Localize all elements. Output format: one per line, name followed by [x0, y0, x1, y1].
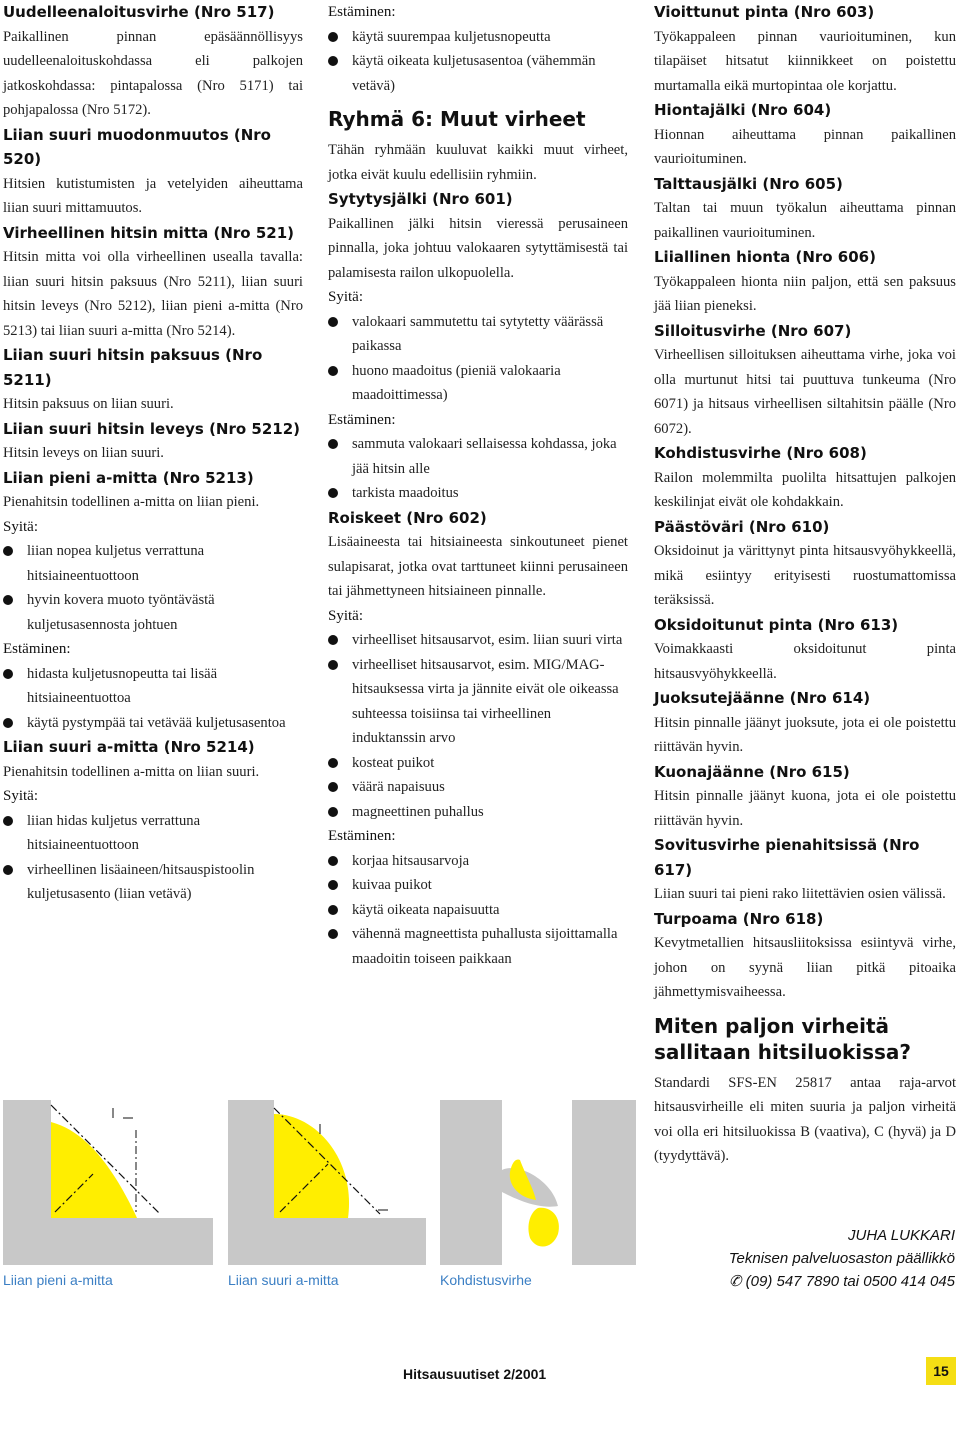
bullet-icon [3, 546, 13, 556]
bullet-icon [3, 595, 13, 605]
author-title: Teknisen palveluosaston päällikkö [728, 1250, 955, 1267]
list-label: Syitä: [328, 289, 364, 305]
bullet-item [328, 922, 628, 971]
section-heading: Talttausjälki (Nro 605) [654, 174, 843, 193]
bullet-list [328, 432, 628, 506]
paragraph: Standardi SFS-EN 25817 antaa raja-arvot hitsausvirheille eli miten suuria ja paljon virheitä voi olla eri hitsiluokissa B (vaativa), C (hyvä) ja D (tyydyttävä). [654, 1074, 956, 1164]
paragraph: Hitsin leveys on liian suuri. [3, 445, 164, 461]
paragraph: Hitsin paksuus on liian suuri. [3, 396, 174, 412]
bullet-item [328, 432, 628, 481]
column-left [3, 0, 303, 907]
column-middle [328, 0, 628, 971]
section-heading: Liian suuri muodonmuutos (Nro 520) [3, 125, 271, 168]
bullet-item [3, 662, 303, 711]
bullet-icon [328, 488, 338, 498]
bullet-icon [328, 439, 338, 449]
section-heading: Liian suuri a-mitta (Nro 5214) [3, 738, 255, 756]
bullet-item [328, 775, 628, 800]
bullet-text: tarkista maadoitus [352, 485, 459, 501]
bullet-item [328, 481, 628, 506]
author-block [729, 1224, 955, 1293]
list-label: Syitä: [328, 607, 364, 624]
paragraph: Railon molemmilta puolilta hitsattujen palkojen keskilinjat eivät ole kohdakkain. [654, 469, 956, 510]
bullet-text: vähennä magneettista puhallusta sijoittamalla maadoitin toiseen paikkaan [352, 926, 618, 967]
bullet-icon [328, 905, 338, 915]
list-label: Syitä: [3, 518, 39, 535]
bullet-item [3, 809, 303, 858]
bullet-text: käytä oikeata napaisuutta [352, 901, 500, 918]
bullet-icon [328, 782, 338, 792]
bullet-item [3, 858, 303, 907]
bullet-item [328, 25, 628, 50]
figure-misalignment [440, 1100, 636, 1265]
phone-icon: ✆ [728, 1273, 746, 1290]
bullet-text: väärä napaisuus [352, 779, 445, 795]
bullet-item [328, 49, 628, 98]
section-heading: Liiallinen hionta (Nro 606) [654, 248, 876, 266]
bullet-text: magneettinen puhallus [352, 803, 484, 820]
caption-small-a: Liian pieni a-mitta [3, 1272, 113, 1288]
section-heading: Liian suuri hitsin paksuus (Nro 5211) [3, 346, 263, 389]
bullet-item [328, 628, 628, 653]
paragraph: Tähän ryhmään kuuluvat kaikki muut virheet, jotka eivät kuulu edellisiin ryhmiin. [328, 142, 628, 183]
bullet-text: liian nopea kuljetus verrattuna hitsiaineentuottoon [27, 543, 205, 584]
bullet-icon [3, 865, 13, 875]
bullet-item [328, 359, 628, 408]
section-heading: Liian pieni a-mitta (Nro 5213) [3, 468, 254, 487]
bullet-icon [328, 807, 338, 817]
paragraph: Hitsin mitta voi olla virheellinen usealla tavalla: liian suuri hitsin paksuus (Nro 5211), liian suuri hitsin leveys (Nro 5212), liian pieni a-mitta (Nro 5213) tai liian suuri a-mitta (Nro 5214). [3, 249, 303, 339]
author-phone: (09) 547 7890 tai 0500 414 045 [745, 1273, 955, 1290]
section-heading: Oksidoitunut pinta (Nro 613) [654, 615, 899, 634]
bullet-list [328, 849, 628, 972]
bullet-item [328, 751, 628, 776]
paragraph: Hitsien kutistumisten ja vetelyiden aiheuttama liian suuri mittamuutos. [3, 175, 303, 216]
bullet-list [328, 25, 628, 99]
paragraph: Pienahitsin todellinen a-mitta on liian suuri. [3, 763, 260, 780]
paragraph: Hitsin pinnalle jäänyt kuona, jota ei ole poistettu riittävän hyvin. [654, 788, 956, 829]
bullet-item [328, 873, 628, 898]
section-heading: Juoksutejäänne (Nro 614) [654, 689, 871, 707]
bullet-icon [3, 669, 13, 679]
bullet-text: käytä oikeata kuljetusasentoa (vähemmän vetävä) [352, 53, 596, 94]
paragraph: Pienahitsin todellinen a-mitta on liian pieni. [3, 494, 260, 510]
bullet-item [3, 539, 303, 588]
bullet-icon [328, 32, 338, 42]
bullet-icon [3, 816, 13, 826]
list-label: Estäminen: [328, 4, 396, 20]
bullet-icon [328, 856, 338, 866]
bullet-text: virheelliset hitsausarvot, esim. liian suuri virta [352, 632, 623, 648]
bullet-item [328, 653, 628, 751]
bullet-icon [328, 758, 338, 768]
bullet-icon [328, 660, 338, 670]
bullet-item [328, 849, 628, 874]
bullet-text: hyvin kovera muoto työntävästä kuljetusasennosta johtuen [27, 592, 215, 633]
bullet-text: kosteat puikot [352, 754, 435, 771]
bullet-list [3, 539, 303, 637]
bullet-icon [328, 317, 338, 327]
paragraph: Virheellisen silloituksen aiheuttama virhe, joka voi olla murtunut hitsi tai puuttuva tunkeuma (Nro 6071) ja hitsaus virheellisen siltahitsin päälle (Nro 6072). [654, 347, 956, 437]
list-label: Estäminen: [3, 641, 71, 657]
bullet-item [328, 898, 628, 923]
bullet-text: korjaa hitsausarvoja [352, 852, 470, 869]
section-heading: Liian suuri hitsin leveys (Nro 5212) [3, 419, 301, 438]
bullet-text: virheellinen lisäaineen/hitsauspistoolin kuljetusasento (liian vetävä) [27, 861, 255, 902]
list-label: Syitä: [3, 788, 39, 804]
bullet-text: kuivaa puikot [352, 877, 432, 893]
figure-large-a-dimension [228, 1100, 426, 1265]
bullet-text: liian hidas kuljetus verrattuna hitsiaineentuottoon [27, 812, 201, 853]
paragraph: Työkappaleen hionta niin paljon, että sen paksuus jää liian pieneksi. [654, 273, 956, 314]
figure-small-a-dimension [3, 1100, 213, 1265]
paragraph: Hitsin pinnalle jäänyt juoksute, jota ei ole poistettu riittävän hyvin. [654, 714, 956, 755]
bullet-text: virheelliset hitsausarvot, esim. MIG/MAG-hitsauksessa virta ja jännite eivät ole oikeassa suhteessa toisiinsa tai virheellinen induktanssin arvo [352, 656, 619, 746]
author-name: JUHA LUKKARI [848, 1227, 955, 1244]
section-heading: Hiontajälki (Nro 604) [654, 101, 832, 119]
section-heading: Silloitusvirhe (Nro 607) [654, 321, 852, 340]
bullet-item [328, 800, 628, 825]
paragraph: Työkappaleen pinnan vaurioituminen, kun tilapäiset hitsatut kiinnikkeet on poistettu murtamalla eikä murtopintaa ole korjattu. [654, 28, 956, 94]
bullet-text: valokaari sammutettu tai sytytetty väärässä paikassa [352, 313, 604, 354]
bullet-icon [328, 929, 338, 939]
section-heading: Kohdistusvirhe (Nro 608) [654, 444, 867, 462]
major-heading: Miten paljon virheitä sallitaan hitsiluokissa? [654, 1013, 912, 1064]
major-heading: Ryhmä 6: Muut virheet [328, 107, 586, 131]
section-heading: Turpoama (Nro 618) [654, 909, 824, 928]
bullet-icon [3, 718, 13, 728]
section-heading: Päästöväri (Nro 610) [654, 517, 830, 536]
bullet-icon [328, 56, 338, 66]
bullet-item [3, 711, 303, 736]
bullet-icon [328, 635, 338, 645]
footer-publication: Hitsausuutiset 2/2001 [403, 1366, 547, 1382]
list-label: Estäminen: [328, 828, 396, 844]
bullet-list [3, 809, 303, 907]
paragraph: Kevytmetallien hitsausliitoksissa esiintyvä virhe, johon on syynä liian pitkä pitoaika jähmettymisvaiheessa. [654, 935, 956, 1000]
page-number: 15 [926, 1357, 956, 1385]
paragraph: Taltan tai muun työkalun aiheuttama pinnan paikallinen vaurioituminen. [654, 200, 956, 241]
paragraph: Voimakkaasti oksidoitunut pinta hitsausvyöhykkeellä. [654, 641, 956, 682]
bullet-list [328, 628, 628, 824]
paragraph: Paikallinen pinnan epäsäännöllisyys uudelleenaloituskohdassa eli palkojen jatkoskohdassa: pintapalossa (Nro 5171) tai pohjapalossa (Nro 5172). [3, 28, 303, 118]
section-heading: Uudelleenaloitusvirhe (Nro 517) [3, 3, 275, 21]
paragraph: Lisäaineesta tai hitsiaineesta sinkoutuneet pienet sulapisarat, jotka ovat tarttuneet kiinni perusaineen tai jähmettyneen hitsiaineen pinnalle. [328, 534, 628, 599]
bullet-icon [328, 366, 338, 376]
bullet-list [3, 662, 303, 736]
bullet-text: sammuta valokaari sellaisessa kohdassa, joka jää hitsin alle [352, 436, 617, 477]
column-right [654, 0, 956, 1169]
bullet-item [328, 310, 628, 359]
caption-misalignment: Kohdistusvirhe [440, 1272, 532, 1288]
bullet-text: hidasta kuljetusnopeutta tai lisää hitsiaineentuottoa [27, 665, 218, 706]
bullet-list [328, 310, 628, 408]
section-heading: Vioittunut pinta (Nro 603) [654, 3, 875, 21]
section-heading: Virheellinen hitsin mitta (Nro 521) [3, 223, 295, 242]
bullet-item [3, 588, 303, 637]
paragraph: Liian suuri tai pieni rako liitettävien osien välissä. [654, 886, 946, 902]
section-heading: Sytytysjälki (Nro 601) [328, 190, 513, 208]
paragraph: Hionnan aiheuttama pinnan paikallinen vaurioituminen. [654, 126, 956, 167]
bullet-text: käytä pystympää tai vetävää kuljetusasentoa [27, 714, 286, 731]
paragraph: Paikallinen jälki hitsin vieressä perusaineen pinnalla, joka johtuu valokaaren sytyttämisestä tai palamisesta railon ulkopuolella. [328, 215, 628, 281]
caption-large-a: Liian suuri a-mitta [228, 1272, 339, 1288]
bullet-icon [328, 880, 338, 890]
section-heading: Sovitusvirhe pienahitsissä (Nro 617) [654, 836, 920, 879]
author-phone-row [729, 1270, 955, 1293]
bullet-text: käytä suurempaa kuljetusnopeutta [352, 28, 551, 45]
section-heading: Kuonajäänne (Nro 615) [654, 762, 850, 781]
section-heading: Roiskeet (Nro 602) [328, 508, 487, 527]
list-label: Estäminen: [328, 411, 396, 428]
paragraph: Oksidoinut ja värittynyt pinta hitsausvyöhykkeellä, mikä esiintyy erityisesti ruostumattomissa teräksissä. [654, 543, 956, 608]
bullet-text: huono maadoitus (pieniä valokaaria maadoittimessa) [352, 362, 561, 403]
